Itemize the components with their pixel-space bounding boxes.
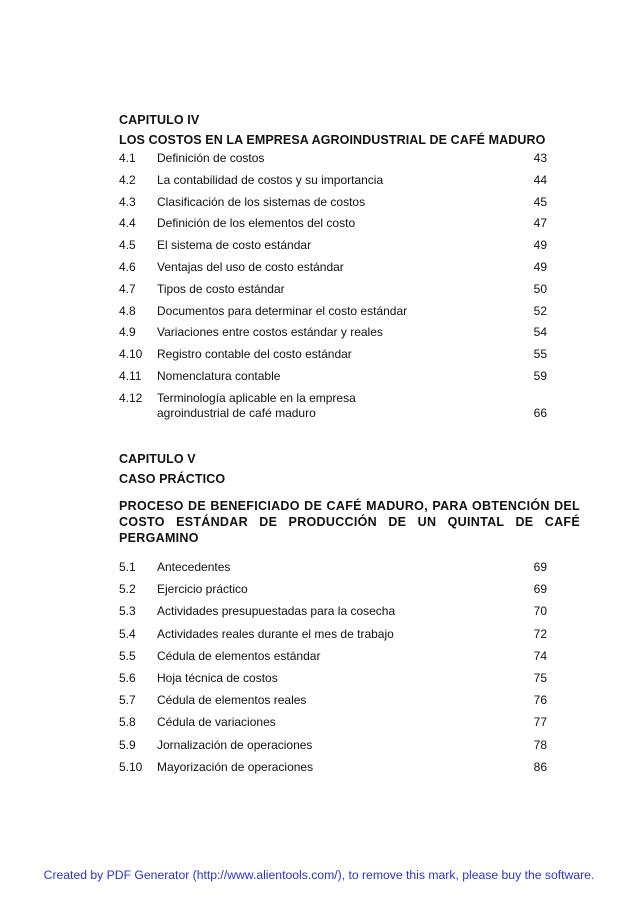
toc-section-title-continued: agroindustrial de café maduro bbox=[157, 405, 316, 420]
toc-section-number: 5.5 bbox=[119, 648, 136, 663]
toc-section-number: 4.12 bbox=[119, 390, 143, 405]
toc-section-title: Hoja técnica de costos bbox=[157, 671, 278, 685]
toc-page-number: 43 bbox=[533, 151, 547, 165]
chapter-5-title-line-1: PROCESO DE BENEFICIADO DE CAFÉ MADURO, PARA OBTENCIÓN DEL bbox=[119, 499, 580, 513]
toc-page-number: 77 bbox=[533, 715, 547, 730]
toc-section-title: Ventajas del uso de costo estándar bbox=[157, 260, 344, 274]
chapter-4-title: LOS COSTOS EN LA EMPRESA AGROINDUSTRIAL DE CAFÉ MADURO bbox=[119, 133, 546, 147]
toc-section-number: 5.8 bbox=[119, 715, 136, 730]
toc-page-number: 49 bbox=[533, 238, 547, 253]
toc-section-title: Definición de costos bbox=[157, 151, 265, 165]
toc-section-title: Variaciones entre costos estándar y reales bbox=[157, 325, 383, 340]
toc-section-title: Mayorización de operaciones bbox=[157, 759, 314, 774]
toc-section-number: 4.4 bbox=[119, 216, 136, 231]
toc-page-number: 76 bbox=[533, 693, 547, 708]
toc-page-number: 86 bbox=[533, 759, 547, 774]
toc-section-title: Terminología aplicable en la empresa bbox=[157, 390, 356, 405]
toc-page-number: 78 bbox=[533, 737, 547, 752]
toc-section-number: 4.8 bbox=[119, 303, 136, 318]
toc-section-title: Ejercicio práctico bbox=[157, 582, 248, 597]
pdf-generator-watermark: Created by PDF Generator (http://www.alientools.com/), to remove this mark, please buy the software. bbox=[43, 868, 595, 882]
toc-page-number: 59 bbox=[533, 369, 547, 383]
toc-page-number: 74 bbox=[533, 648, 547, 663]
toc-section-title: Actividades presupuestadas para la cosecha bbox=[157, 604, 396, 619]
toc-section-title: Registro contable del costo estándar bbox=[157, 347, 352, 362]
toc-page-number: 45 bbox=[533, 194, 547, 209]
toc-section-title: Documentos para determinar el costo estándar bbox=[157, 303, 408, 318]
toc-section-number: 4.7 bbox=[119, 281, 136, 296]
chapter-5-subtitle: CASO PRÁCTICO bbox=[119, 472, 226, 486]
toc-section-number: 4.2 bbox=[119, 172, 136, 187]
toc-section-number: 4.5 bbox=[119, 238, 136, 253]
toc-page-number: 66 bbox=[533, 405, 547, 420]
toc-section-title: Tipos de costo estándar bbox=[157, 281, 285, 296]
toc-section-title: Cédula de elementos estándar bbox=[157, 648, 321, 663]
toc-section-number: 5.1 bbox=[119, 560, 136, 574]
toc-section-number: 4.9 bbox=[119, 325, 136, 340]
toc-section-title: Antecedentes bbox=[157, 560, 231, 574]
toc-section-number: 4.6 bbox=[119, 260, 136, 274]
toc-section-number: 5.6 bbox=[119, 671, 136, 685]
toc-section-title: Nomenclatura contable bbox=[157, 369, 281, 383]
toc-page-number: 69 bbox=[533, 582, 547, 597]
toc-page-number: 50 bbox=[533, 281, 547, 296]
toc-section-number: 5.4 bbox=[119, 626, 136, 641]
toc-section-title: El sistema de costo estándar bbox=[157, 238, 312, 253]
chapter-5-label: CAPITULO V bbox=[119, 452, 196, 466]
toc-page-number: 75 bbox=[533, 671, 547, 685]
toc-page-number: 54 bbox=[533, 325, 547, 340]
toc-page-number: 47 bbox=[533, 216, 547, 231]
toc-section-title: Cédula de variaciones bbox=[157, 715, 276, 730]
toc-section-number: 4.10 bbox=[119, 347, 143, 362]
toc-page-number: 69 bbox=[533, 560, 547, 574]
toc-section-number: 5.10 bbox=[119, 759, 143, 774]
toc-page-number: 52 bbox=[533, 303, 547, 318]
toc-page-number: 72 bbox=[533, 626, 547, 641]
toc-section-number: 4.3 bbox=[119, 194, 136, 209]
toc-section-number: 4.11 bbox=[119, 369, 142, 383]
toc-section-number: 5.9 bbox=[119, 737, 136, 752]
toc-section-number: 4.1 bbox=[119, 151, 136, 165]
chapter-4-label: CAPITULO IV bbox=[119, 113, 200, 127]
toc-section-number: 5.2 bbox=[119, 582, 136, 597]
toc-section-title: Cédula de elementos reales bbox=[157, 693, 307, 708]
toc-page-number: 70 bbox=[533, 604, 547, 619]
toc-section-title: Actividades reales durante el mes de trabajo bbox=[157, 626, 394, 641]
chapter-5-title bbox=[119, 498, 580, 546]
toc-section-number: 5.7 bbox=[119, 693, 136, 708]
toc-section-number: 5.3 bbox=[119, 604, 136, 619]
toc-page-number: 44 bbox=[533, 172, 547, 187]
toc-section-title: Jornalización de operaciones bbox=[157, 737, 313, 752]
chapter-5-title-line-3: PERGAMINO bbox=[119, 531, 199, 545]
toc-section-title: Definición de los elementos del costo bbox=[157, 216, 356, 231]
toc-section-title: La contabilidad de costos y su importancia bbox=[157, 172, 384, 187]
chapter-5-title-line-2: COSTO ESTÁNDAR DE PRODUCCIÓN DE UN QUINTAL DE CAFÉ bbox=[119, 515, 580, 529]
toc-page-number: 55 bbox=[533, 347, 547, 362]
toc-section-title: Clasificación de los sistemas de costos bbox=[157, 194, 366, 209]
toc-page-number: 49 bbox=[533, 260, 547, 274]
